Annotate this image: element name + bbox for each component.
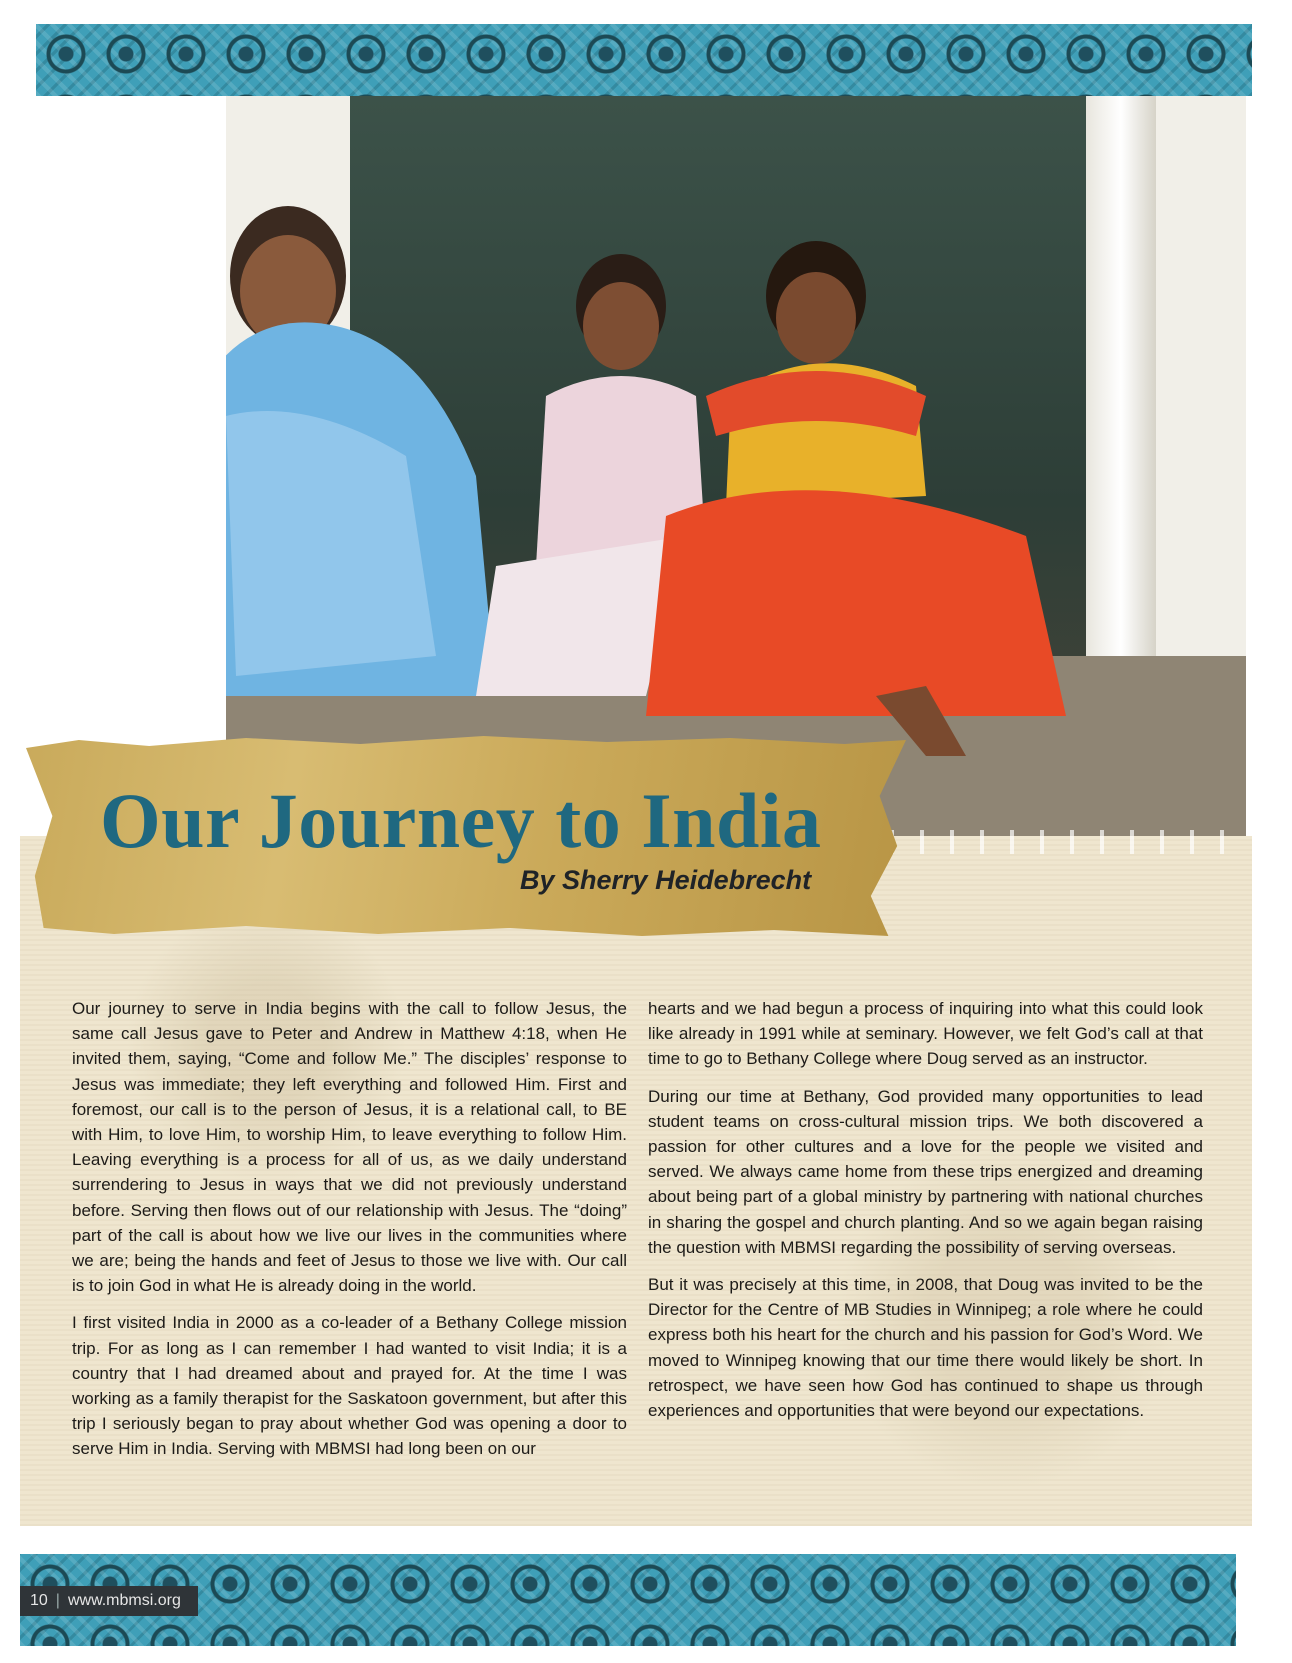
article-column-left bbox=[72, 996, 627, 1474]
bottom-decorative-border bbox=[20, 1554, 1236, 1646]
article-title: Our Journey to India bbox=[100, 777, 822, 864]
page-number: 10 bbox=[30, 1592, 48, 1609]
footer-separator: | bbox=[55, 1592, 60, 1609]
paragraph: hearts and we had begun a process of inquiring into what this could look like already in 1991 while at seminary. However, we felt God’s call at that time to go to Bethany College where Doug served as an instructor. bbox=[648, 999, 1203, 1069]
paragraph: Our journey to serve in India begins with the call to follow Jesus, the same call Jesus gave to Peter and Andrew in Matthew 4:18, when He invited them, saying, “Come and follow Me.” The disciples’ response to Jesus was immediate; they left everything and followed Him. First and foremost, our call is to the person of Jesus, it is a relational call, to BE with Him, to love Him, to worship Him, to leave everything to follow Him. Leaving everything is a process for all of us, as we daily understand surrendering to Jesus in ways that we did not previously understand before. Serving then flows out of our relationship with Jesus. The “doing” part of the call is about how we live our lives in the communities where we are; being the hands and feet of Jesus to those we live with. Our call is to join God in what He is already doing in the world. bbox=[72, 999, 627, 1296]
paisley-ornament-strip bbox=[880, 830, 1236, 854]
article-column-right bbox=[648, 996, 1203, 1435]
paragraph: During our time at Bethany, God provided many opportunities to lead student teams on cross-cultural mission trips. We both discovered a passion for other cultures and a love for the people we visited and served. We always came home from these trips energized and dreaming about being part of a global ministry by partnering with national churches in sharing the gospel and church planting. And so we again began raising the question with MBMSI regarding the possibility of serving overseas. bbox=[648, 1086, 1203, 1257]
footer-url-link[interactable]: www.mbmsi.org bbox=[67, 1592, 181, 1609]
article-byline: By Sherry Heidebrecht bbox=[520, 865, 812, 895]
page-footer bbox=[20, 1586, 198, 1616]
paragraph: I first visited India in 2000 as a co-leader of a Bethany College mission trip. For as long as I can remember I had wanted to visit India; it is a country that I had dreamed about and prayed for. At the time I was working as a family therapist for the Saskatoon government, but after this trip I seriously began to pray about whether God was opening a door to serve Him in India. Serving with MBMSI had long been on our bbox=[72, 1313, 627, 1459]
paragraph: But it was precisely at this time, in 2008, that Doug was invited to be the Director for the Centre of MB Studies in Winnipeg; a role where he could express both his heart for the church and his passion for God’s Word. We moved to Winnipeg knowing that our time there would likely be short. In retrospect, we have seen how God has continued to shape us through experiences and opportunities that were beyond our expectations. bbox=[648, 1275, 1203, 1421]
photo-figures bbox=[226, 96, 1246, 836]
top-decorative-border bbox=[36, 24, 1252, 96]
photo-woman-and-two-girls bbox=[226, 96, 1246, 836]
